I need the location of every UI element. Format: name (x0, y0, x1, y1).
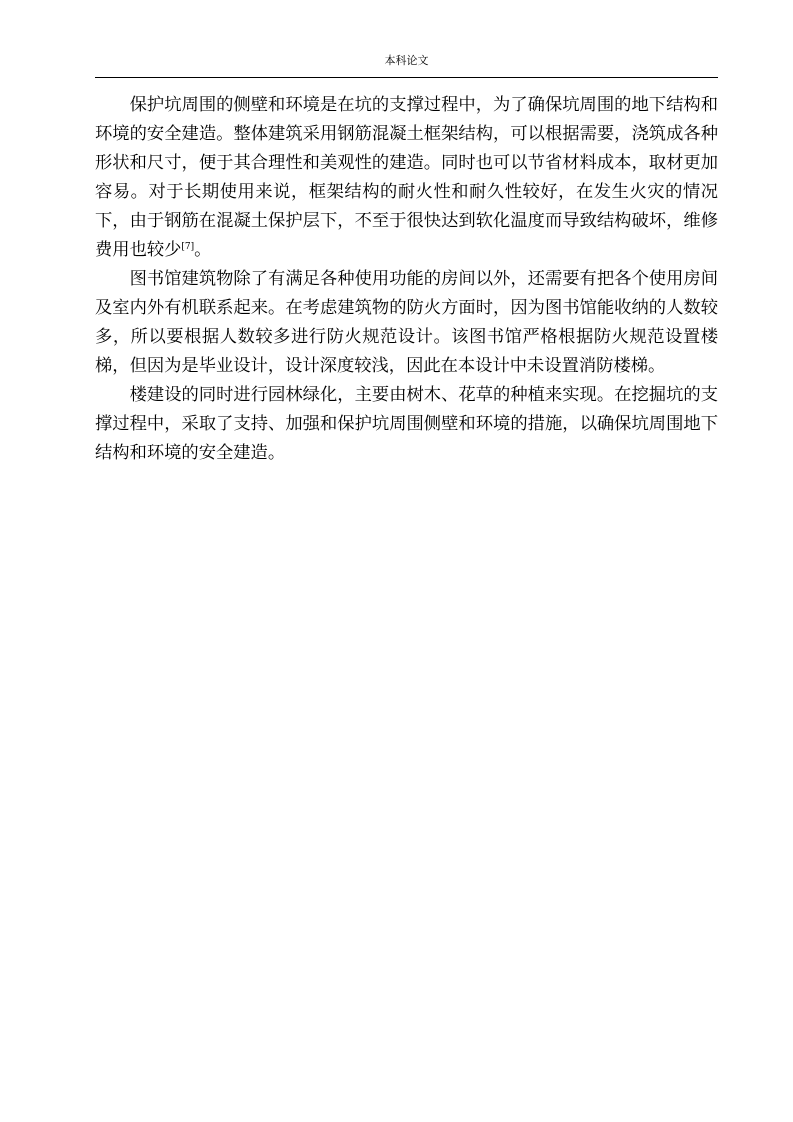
paragraph-2 (95, 265, 718, 381)
paragraph-2-text: 图书馆建筑物除了有满足各种使用功能的房间以外，还需要有把各个使用房间及室内外有机联系起来。在考虑建筑物的防火方面时，因为图书馆能收纳的人数较多，所以要根据人数较多进行防火规范设计。该图书馆严格根据防火规范设置楼梯，但因为是毕业设计，设计深度较浅，因此在本设计中未设置消防楼梯。 (95, 269, 718, 376)
document-body (95, 91, 718, 468)
citation-7[interactable]: [7] (181, 242, 195, 252)
header-title: 本科论文 (384, 54, 429, 67)
paragraph-1-text: 保护坑周围的侧壁和环境是在坑的支撑过程中，为了确保坑周围的地下结构和环境的安全建造。整体建筑采用钢筋混凝土框架结构，可以根据需要，浇筑成各种形状和尺寸，便于其合理性和美观性的建造。同时也可以节省材料成本，取材更加容易。对于长期使用来说，框架结构的耐火性和耐久性较好，在发生火灾的情况下，由于钢筋在混凝土保护层下，不至于很快达到软化温度而导致结构破坏，维修费用也较少 (95, 95, 718, 260)
paragraph-3 (95, 381, 718, 468)
paragraph-3-text: 楼建设的同时进行园林绿化，主要由树木、花草的种植来实现。在挖掘坑的支撑过程中，采取了支持、加强和保护坑周围侧壁和环境的措施，以确保坑周围地下结构和环境的安全建造。 (95, 385, 718, 463)
paragraph-1 (95, 91, 718, 265)
page-header (95, 0, 718, 78)
paragraph-1-ending: 。 (194, 240, 212, 260)
